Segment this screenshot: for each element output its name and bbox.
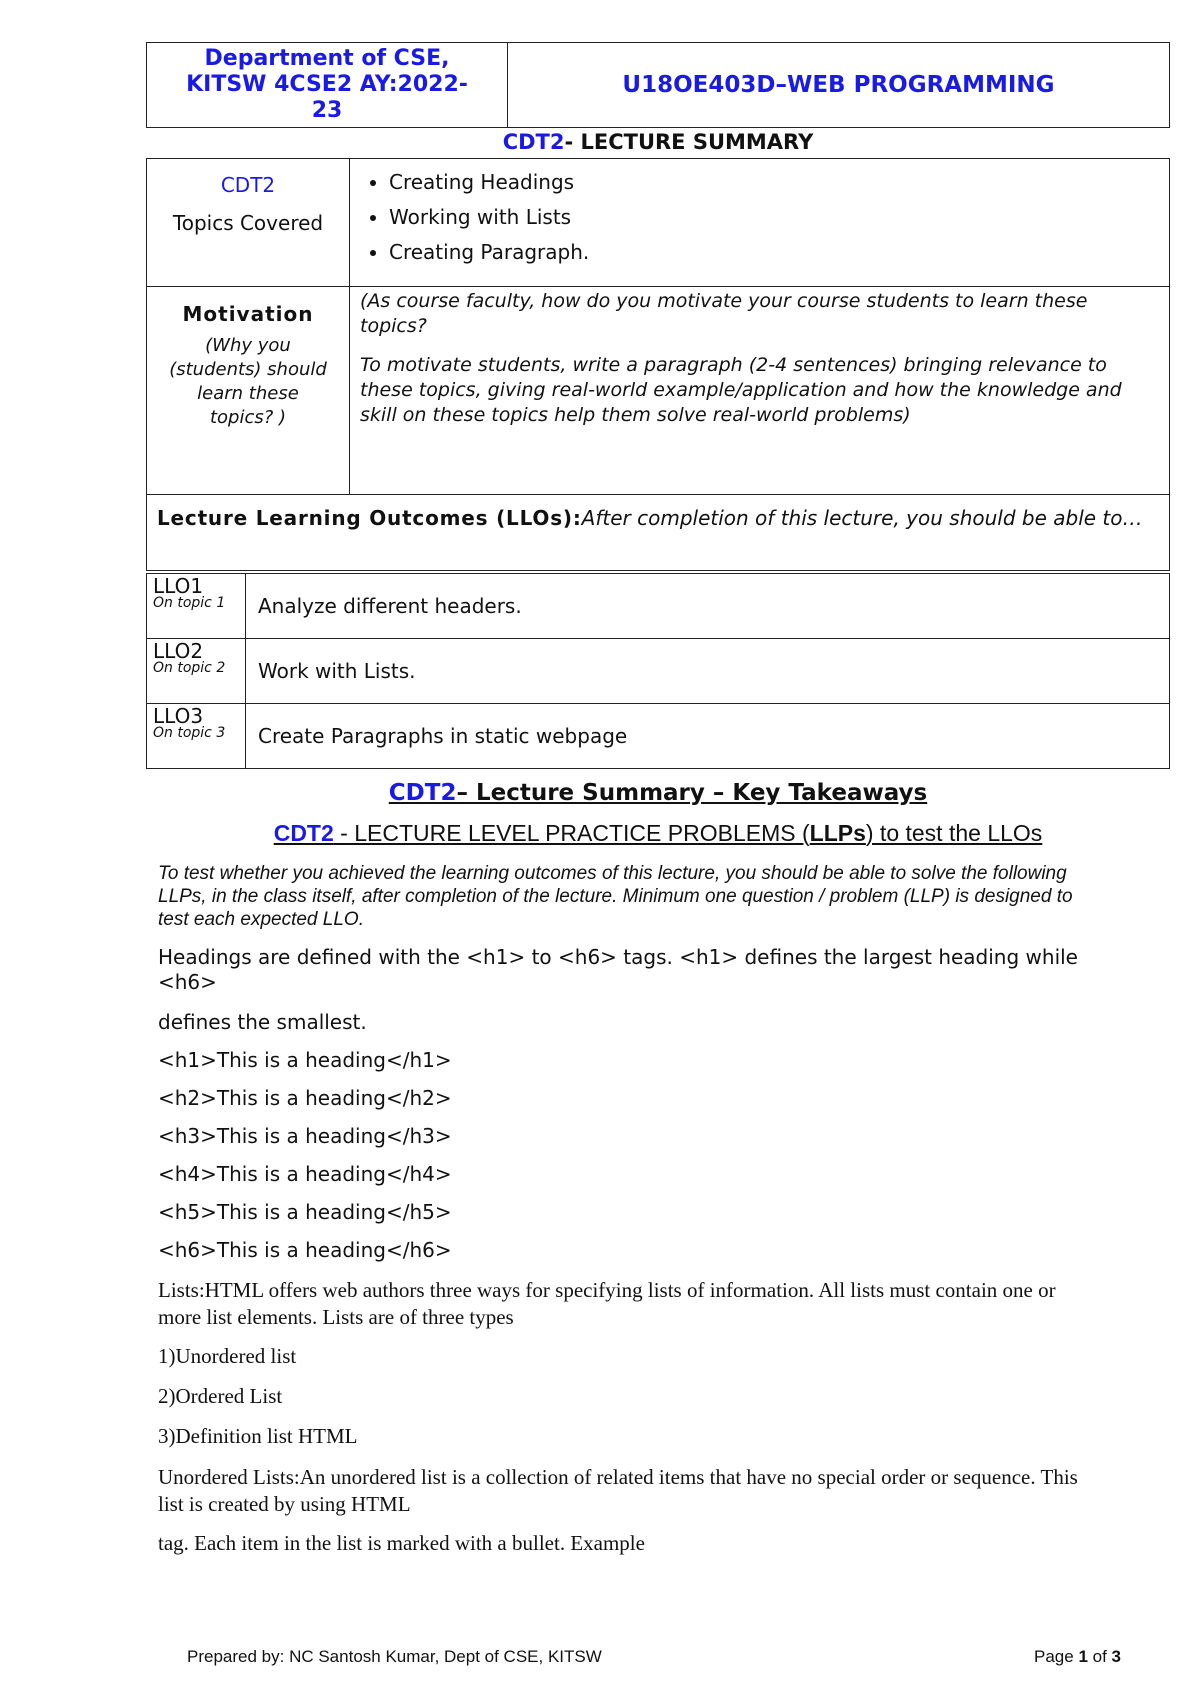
prepared-by-label: Prepared by:: [187, 1647, 285, 1666]
topics-covered-label: Topics Covered: [172, 211, 324, 235]
llo-id: LLO1: [153, 574, 204, 598]
topics-list: [351, 170, 1168, 264]
llp-text-bold: LLPs: [809, 820, 866, 846]
llo-id: LLO3: [153, 704, 204, 728]
llp-text-2: ) to test the LLOs: [865, 820, 1043, 846]
topic-item: • Working with Lists: [389, 205, 1168, 229]
headings-paragraph: Headings are defined with the <h1> to <h6> tags. <h1> defines the largest heading while <h6>: [158, 945, 1078, 994]
llo-description: Create Paragraphs in static webpage: [246, 704, 1170, 769]
llp-text-1: - LECTURE LEVEL PRACTICE PROBLEMS (: [333, 820, 810, 846]
list-type: 1)Unordered list: [158, 1344, 297, 1368]
page-current: 1: [1078, 1647, 1088, 1666]
footer-page-number: [1034, 1647, 1121, 1667]
llo-id: LLO2: [153, 639, 204, 663]
topic-item: • Creating Headings: [389, 170, 1168, 194]
list-type: 2)Ordered List: [158, 1384, 283, 1408]
motivation-label-cell: [147, 287, 350, 495]
llo-header-bold: Lecture Learning Outcomes (LLOs):: [157, 506, 582, 530]
code-line: <h5>This is a heading</h5>: [158, 1200, 452, 1224]
llo-description: Analyze different headers.: [246, 574, 1170, 639]
llo-topic: On topic 1: [153, 595, 226, 611]
motivation-paragraph-1: (As course faculty, how do you motivate your course students to learn these topics?: [360, 290, 1088, 337]
page-label: Page: [1034, 1647, 1079, 1666]
motivation-row: [147, 287, 1170, 495]
motivation-paragraph-2: To motivate students, write a paragraph (2-4 sentences) bringing relevance to these topics, giving real-world example/application and how the knowledge and skill on these topics help them solve real-world problems): [360, 354, 1122, 426]
llp-intro: To test whether you achieved the learning outcomes of this lecture, you should be able to solve the following LLPs, in the class itself, after completion of the lecture. Minimum one question / problem (LLP) is designed to test each expected LLO.: [158, 863, 1073, 930]
llo-table: [146, 573, 1170, 769]
course-title: U18OE403D–WEB PROGRAMMING: [622, 72, 1055, 98]
llp-heading: [146, 820, 1170, 847]
page-of: of: [1087, 1647, 1112, 1666]
code-line: <h4>This is a heading</h4>: [158, 1162, 452, 1186]
llo-id-cell: [147, 704, 246, 769]
llo-row: [147, 704, 1170, 769]
footer-prepared-by: [187, 1647, 602, 1667]
key-takeaways-heading: [146, 780, 1170, 806]
lecture-summary-title: [146, 130, 1170, 154]
headings-paragraph-continued: defines the smallest.: [158, 1010, 367, 1034]
lists-paragraph: Lists:HTML offers web authors three ways for specifying lists of information. All lists must contain one or more list elements. Lists are of three types: [158, 1278, 1056, 1329]
code-line: <h2>This is a heading</h2>: [158, 1086, 452, 1110]
llo-description: Work with Lists.: [246, 639, 1170, 704]
topics-label-cell: [147, 159, 350, 287]
topics-code: CDT2: [220, 173, 276, 197]
motivation-text-cell: [350, 287, 1170, 495]
llo-header-cell: [147, 495, 1170, 571]
unordered-lists-paragraph: Unordered Lists:An unordered list is a collection of related items that have no special order or sequence. This list is created by using HTML: [158, 1465, 1078, 1516]
department-line-3: 23: [311, 98, 343, 123]
header-table: [146, 42, 1170, 128]
llo-topic: On topic 3: [153, 725, 226, 741]
key-takeaways-text: – Lecture Summary – Key Takeaways: [456, 780, 928, 806]
llo-id-cell: [147, 574, 246, 639]
llo-header-italic: After completion of this lecture, you should be able to…: [581, 506, 1143, 530]
topics-row: [147, 159, 1170, 287]
topics-list-cell: [350, 159, 1170, 287]
summary-code: CDT2: [502, 130, 565, 154]
page-total: 3: [1111, 1647, 1121, 1666]
unordered-lists-paragraph-continued: tag. Each item in the list is marked with a bullet. Example: [158, 1531, 645, 1555]
department-line-1: Department of CSE,: [204, 46, 450, 71]
llo-header-row: [147, 495, 1170, 571]
department-line-2: KITSW 4CSE2 AY:2022-: [186, 72, 468, 97]
llo-id-cell: [147, 639, 246, 704]
code-line: <h3>This is a heading</h3>: [158, 1124, 452, 1148]
llo-topic: On topic 2: [153, 660, 226, 676]
motivation-subtitle: (Why you (students) should learn these topics? ): [169, 335, 327, 428]
summary-title-text: - LECTURE SUMMARY: [564, 130, 814, 154]
prepared-by-name: NC Santosh Kumar, Dept of CSE, KITSW: [284, 1647, 602, 1666]
topics-table: [146, 158, 1170, 571]
code-line: <h1>This is a heading</h1>: [158, 1048, 452, 1072]
code-line: <h6>This is a heading</h6>: [158, 1238, 452, 1262]
list-type: 3)Definition list HTML: [158, 1424, 358, 1448]
llp-code: CDT2: [273, 820, 334, 846]
topic-item: • Creating Paragraph.: [389, 240, 1168, 264]
motivation-title: Motivation: [182, 302, 314, 326]
llo-row: [147, 574, 1170, 639]
llo-row: [147, 639, 1170, 704]
department-cell: [147, 43, 508, 127]
key-takeaways-code: CDT2: [388, 780, 457, 806]
